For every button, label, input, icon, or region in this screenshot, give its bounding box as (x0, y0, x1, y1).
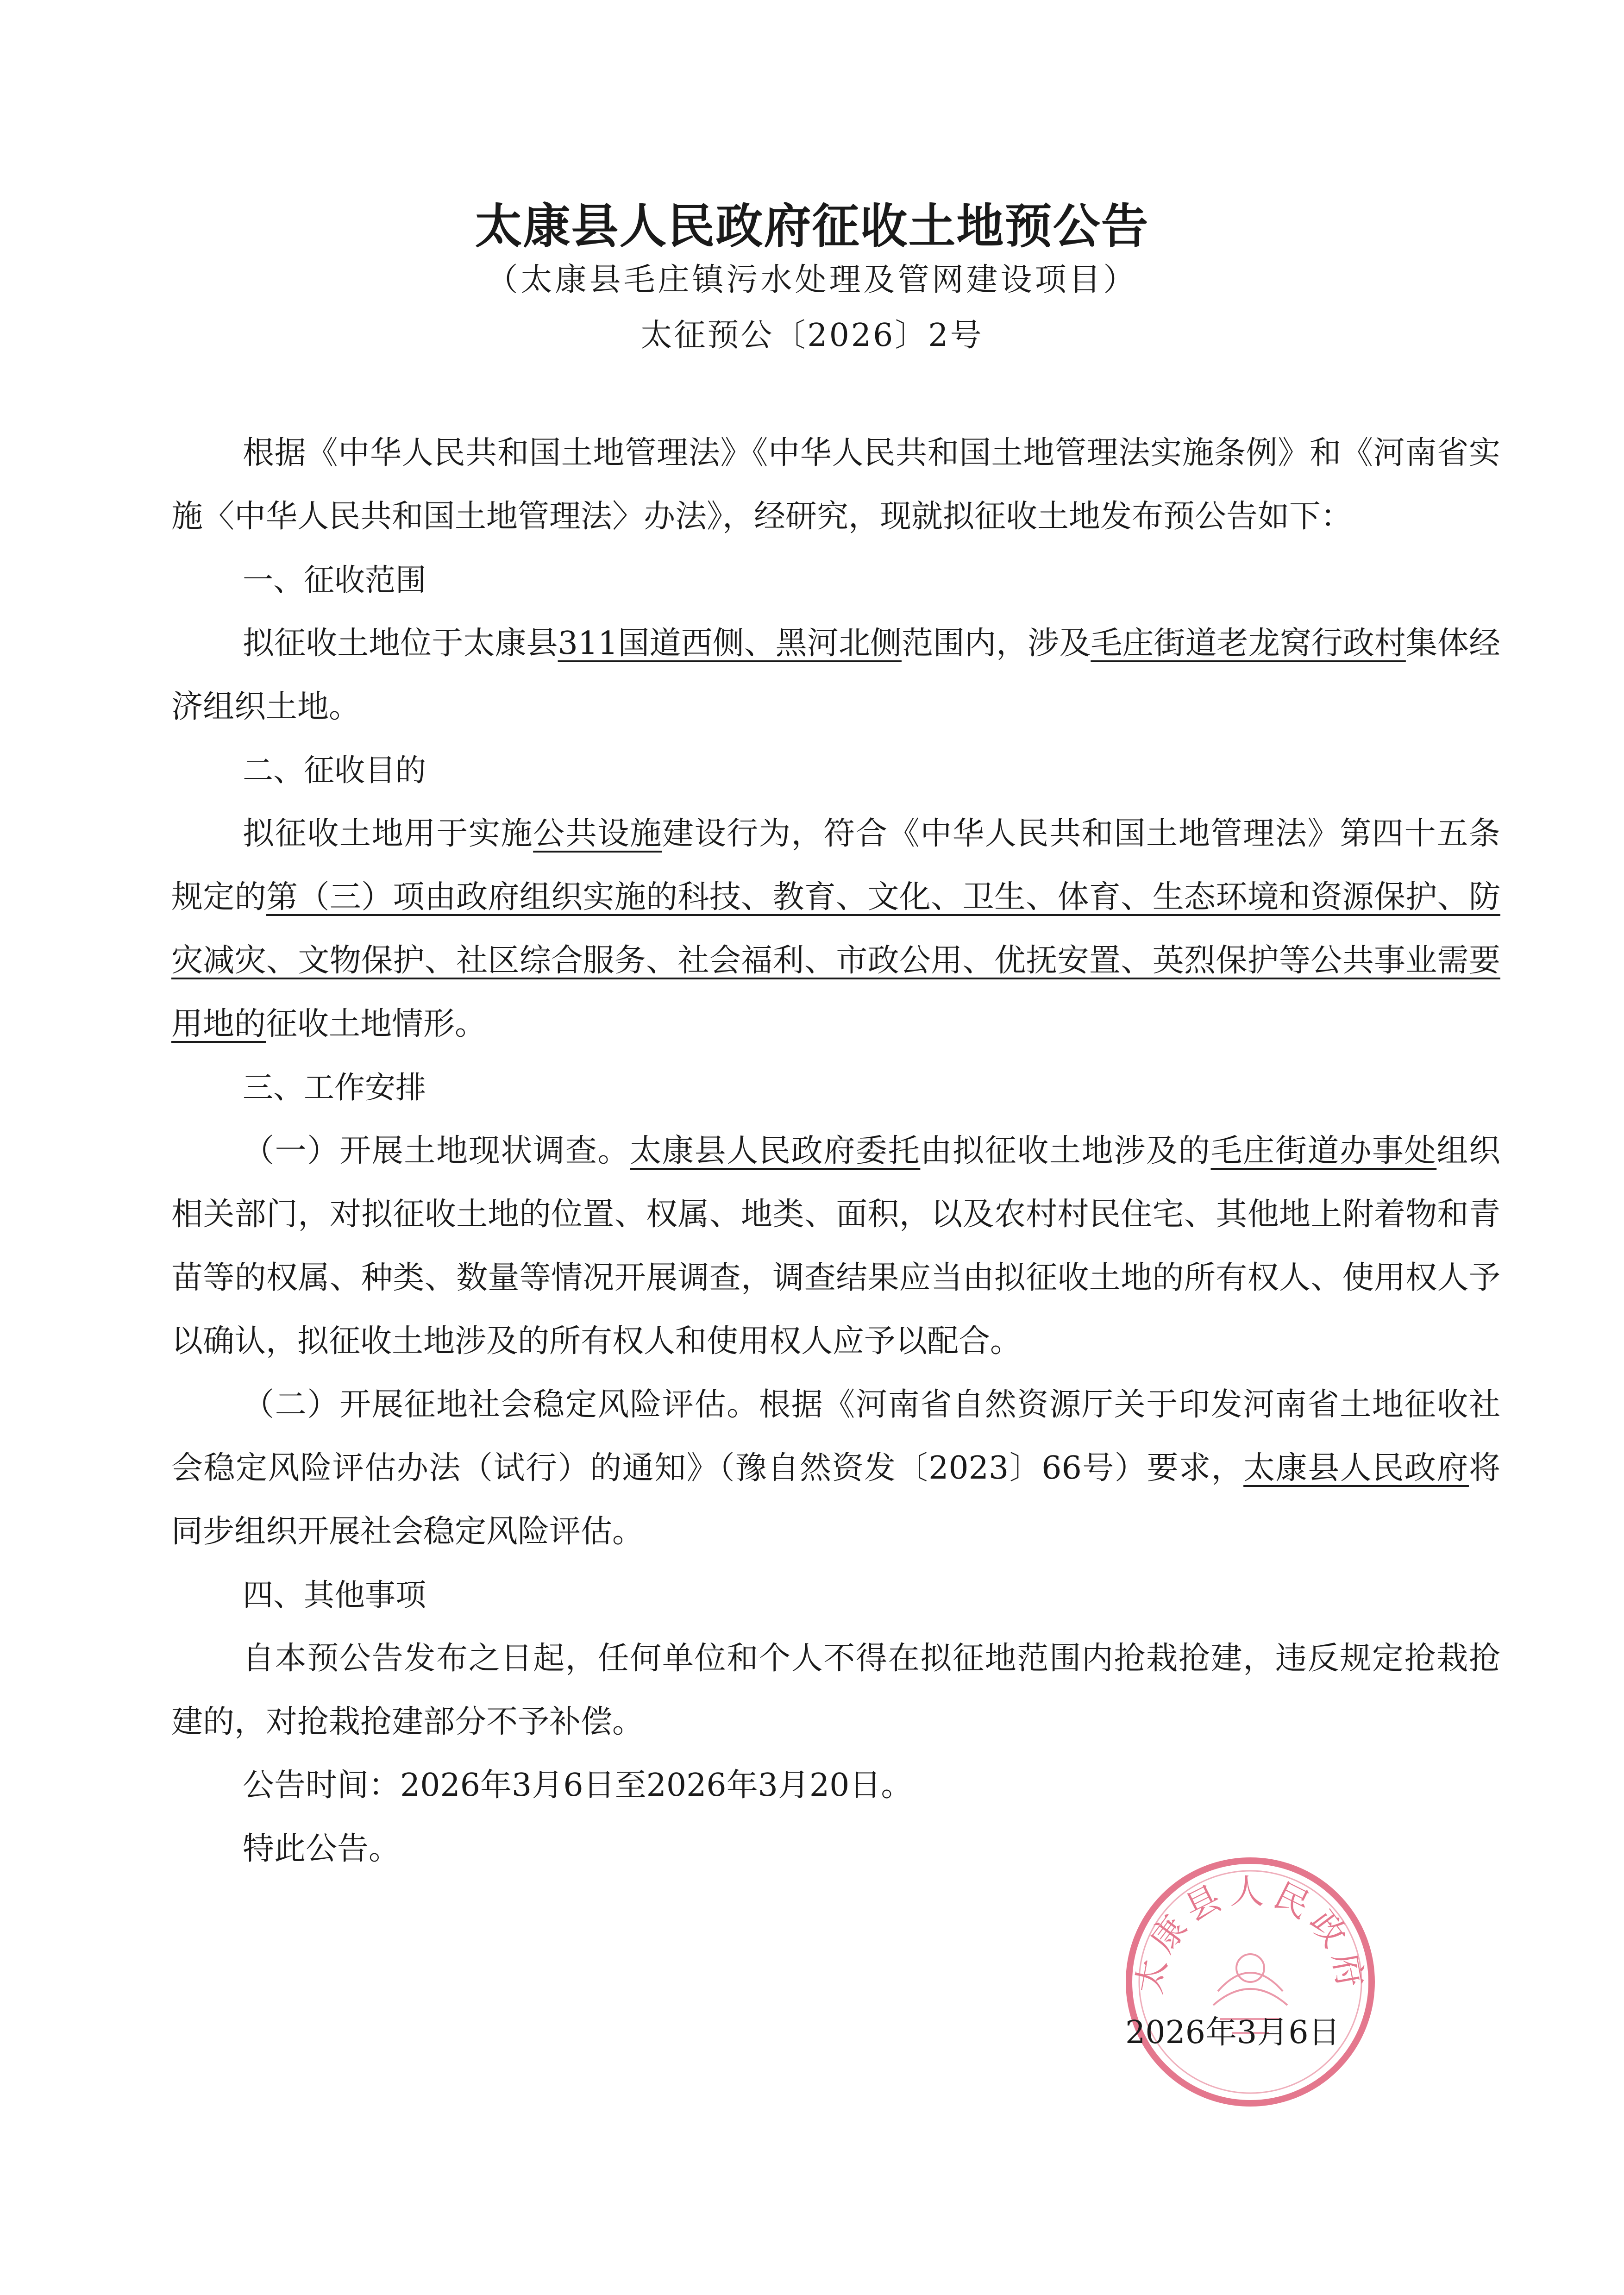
section-3-item-1 (171, 1119, 1500, 1373)
signature-date: 2026年3月6日 (1125, 2014, 1340, 2051)
underlined-entrusting-party: 太康县人民政府委托 (630, 1133, 921, 1169)
section-1-paragraph (171, 612, 1500, 739)
underlined-location: 311国道西侧、黑河北侧 (558, 625, 902, 662)
closing-line: 特此公告。 (243, 1831, 401, 1867)
official-seal (1121, 1852, 1380, 2112)
section-3-item-2 (171, 1373, 1500, 1563)
document-title: 太康县人民政府征收土地预公告 (475, 199, 1149, 254)
section-2-heading: 二、征收目的 (243, 752, 426, 788)
section-4-paragraph: 自本预公告发布之日起，任何单位和个人不得在拟征地范围内抢栽抢建，违反规定抢栽抢建的，对抢栽抢建部分不予补偿。 (171, 1640, 1500, 1740)
text-run: 组织相关部门，对拟征收土地的位置、权属、地类、面积，以及农村村民住宅、其他地上附着物和青苗等的权属、种类、数量等情况开展调查，调查结果应当由拟征收土地的所有权人、使用权人予以确认，拟征收土地涉及的所有权人和使用权人应予以配合。 (171, 1133, 1500, 1360)
document-number: 太征预公〔2026〕2号 (640, 317, 984, 354)
underlined-clause: 第（三）项由政府组织实施的科技、教育、文化、卫生、体育、生态环境和资源保护、防灾减灾、文物保护、社区综合服务、社会福利、市政公用、优抚安置、英烈保护等公共事业需要用地的 (171, 879, 1500, 1042)
intro-paragraph: 根据《中华人民共和国土地管理法》《中华人民共和国土地管理法实施条例》和《河南省实施〈中华人民共和国土地管理法〉办法》，经研究，现就拟征收土地发布预公告如下： (171, 435, 1500, 535)
underlined-office: 毛庄街道办事处 (1210, 1133, 1437, 1169)
underlined-village: 毛庄街道老龙窝行政村 (1091, 625, 1406, 662)
text-run: （二）开展征地社会稳定风险评估。根据《河南省自然资源厅关于印发河南省土地征收社会稳定风险评估办法（试行）的通知》（豫自然资发〔2023〕66号）要求， (171, 1386, 1500, 1486)
underlined-purpose: 公共设施 (533, 815, 662, 852)
underlined-government: 太康县人民政府 (1243, 1450, 1469, 1486)
section-4-heading: 四、其他事项 (243, 1577, 426, 1613)
text-run: （一）开展土地现状调查。 (243, 1133, 630, 1169)
text-run: 建设行为，符合《中华人民共和国土地管理法》第四十五条规定的 (171, 815, 1500, 915)
text-run: 拟征收土地用于实施 (243, 815, 533, 852)
text-run: 由拟征收土地涉及的 (920, 1133, 1211, 1169)
section-3-heading: 三、工作安排 (243, 1070, 426, 1105)
seal-text: 太康县人民政府 (1129, 1872, 1372, 1997)
document-subtitle: （太康县毛庄镇污水处理及管网建设项目） (486, 262, 1138, 298)
text-run: 范围内，涉及 (901, 625, 1091, 662)
section-1-heading: 一、征收范围 (243, 562, 426, 598)
text-run: 集体经济组织土地。 (171, 625, 1500, 725)
notice-period: 公告时间：2026年3月6日至2026年3月20日。 (243, 1767, 913, 1804)
section-2-paragraph (171, 802, 1500, 1056)
text-run: 拟征收土地位于太康县 (243, 625, 558, 662)
document-body (171, 421, 1500, 1881)
text-run: 将同步组织开展社会稳定风险评估。 (171, 1450, 1500, 1550)
text-run: 征收土地情形。 (266, 1006, 487, 1042)
